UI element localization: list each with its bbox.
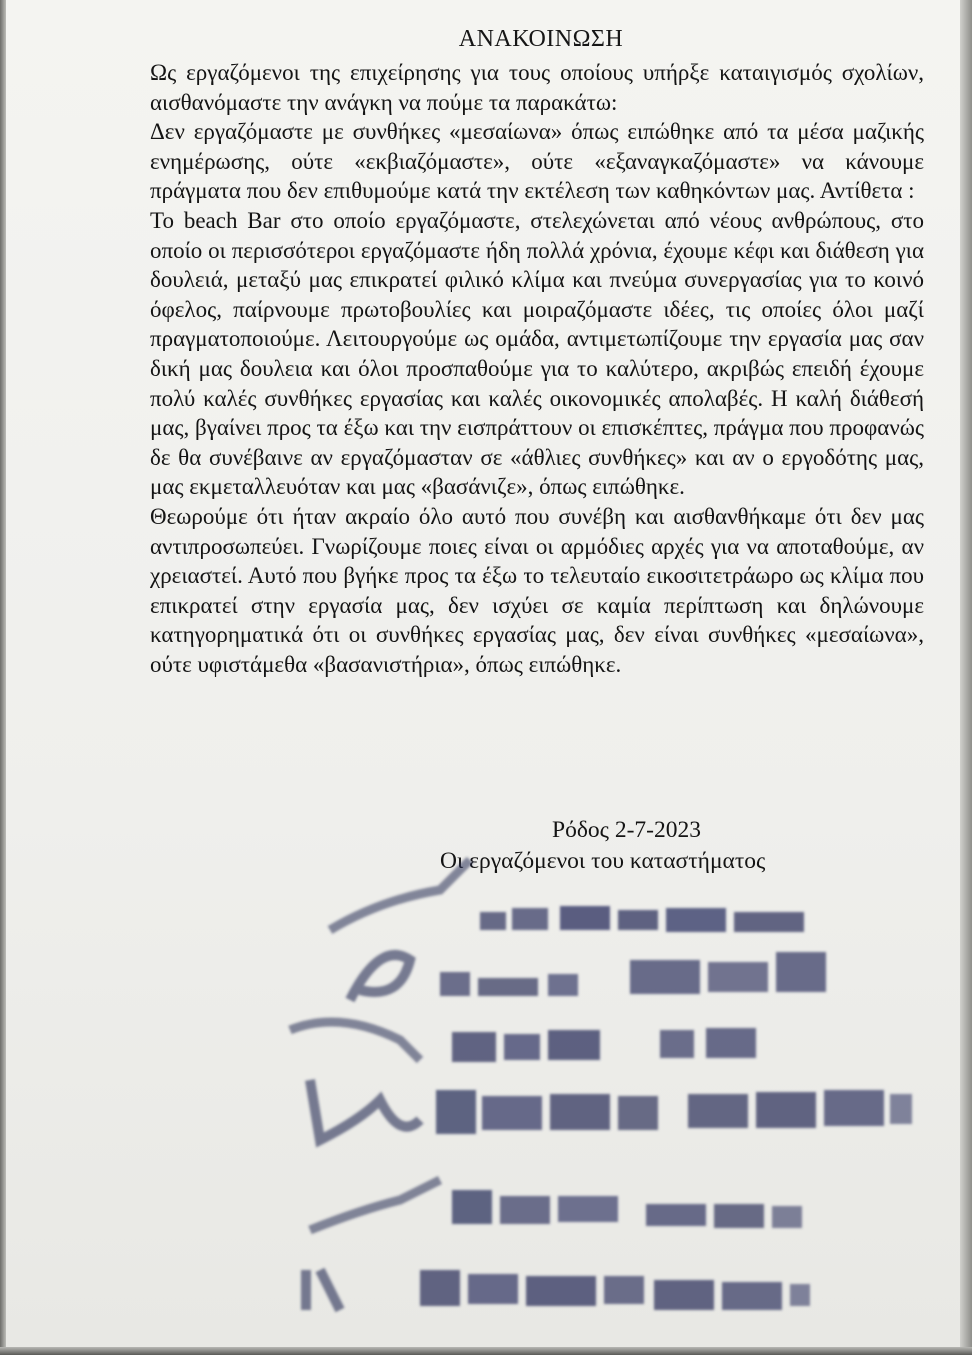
signature-2 xyxy=(350,952,826,1000)
document-body xyxy=(150,58,924,679)
page-edge-left xyxy=(0,0,6,1355)
signature-4 xyxy=(310,1080,912,1140)
page-edge-bottom xyxy=(0,1347,972,1355)
page-edge-right xyxy=(960,0,972,1355)
place-and-date: Ρόδος 2-7-2023 xyxy=(552,817,701,843)
paragraph-denial: Δεν εργαζόμαστε με συνθήκες «μεσαίωνα» όπως ειπώθηκε από τα μέσα μαζικής ενημέρωσης, ούτε «εκβιαζόμαστε», ούτε «εξαναγκαζόμαστε» να κάνουμε πράγματα που δεν επιθυμούμε κατά την εκτέλεση των καθηκόντων μας. Αντίθετα : xyxy=(150,119,924,204)
signature-5 xyxy=(310,1180,802,1230)
signature-3 xyxy=(290,1022,756,1062)
signature-6 xyxy=(306,1270,810,1310)
paragraph-intro: Ως εργαζόμενοι της επιχείρησης για τους οποίους υπήρξε καταιγισμός σχολίων, αισθανόμαστε την ανάγκη να πούμε τα παρακάτω: xyxy=(150,60,924,115)
document-title: ΑΝΑΚΟΙΝΩΣΗ xyxy=(458,26,624,52)
paragraph-description: Το beach Bar στο οποίο εργαζόμαστε, στελεχώνεται από νέους ανθρώπους, στο οποίο οι περισσότεροι εργαζόμαστε ήδη πολλά χρόνια, έχουμε κέφι και διάθεση για δουλειά, μεταξύ μας επικρατεί φιλικό κλίμα και πνεύμα συνεργασίας για το κοινό όφελος, παίρνουμε πρωτοβουλίες και μοιραζόμαστε ιδέες, τις οποίες όλοι μαζί πραγματοποιούμε. Λειτουργούμε ως ομάδα, αντιμετωπίζουμε την εργασία μας σαν δική μας δουλεια και όλοι προσπαθούμε για το καλύτερο, ακριβώς επειδή έχουμε πολύ καλές συνθήκες εργασίας και καλές οικονομικές απολαβές. Η καλή διάθεσή μας, βγαίνει προς τα έξω και την εισπράττουν οι επισκέπτες, πράγμα που προφανώς δε θα συνέβαινε αν εργαζόμασταν σε «άθλιες συνθήκες» και αν ο εργοδότης μας, μας εκμεταλλευόταν και μας «βασάνιζε», όπως ειπώθηκε. xyxy=(150,207,924,500)
paragraph-conclusion: Θεωρούμε ότι ήταν ακραίο όλο αυτό που συνέβη και αισθανθήκαμε ότι δεν μας αντιπροσωπεύει. Γνωρίζουμε ποιες είναι οι αρμόδιες αρχές για να αποταθούμε, αν χρειαστεί. Αυτό που βγήκε προς τα έξω το τελευταίο εικοσιτετράωρο ως κλίμα που επικρατεί στην εργασία μας, δεν ισχύει σε καμία περίπτωση και δηλώνουμε κατηγορηματικά ότι οι συνθήκες εργασίας μας, δεν είναι συνθήκες «μεσαίωνα», ούτε υφιστάμεθα «βασανιστήρια», όπως ειπώθηκε. xyxy=(150,503,924,677)
signatory-line: Οι εργαζόμενοι του καταστήματος xyxy=(440,848,766,874)
